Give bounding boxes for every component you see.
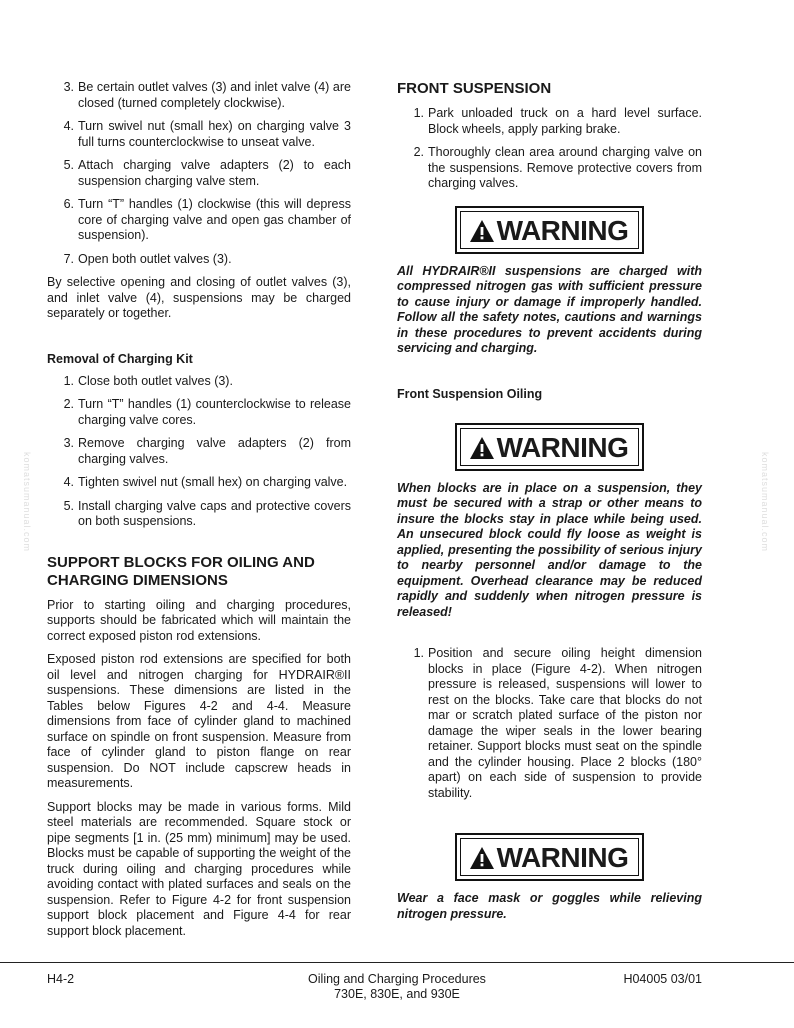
footer-title-line: 730E, 830E, and 930E — [334, 987, 460, 1001]
footer-doc-id: H04005 03/01 — [623, 972, 702, 986]
list-item — [397, 145, 702, 192]
oiling-heading: Front Suspension Oiling — [397, 386, 543, 401]
warning-note: Wear a face mask or goggles while relieving nitrogen pressure. — [397, 891, 702, 921]
step-text: Thoroughly clean area around charging valve on the suspensions. Remove protective covers from charging valves. — [428, 145, 702, 190]
front-steps-list — [397, 106, 702, 192]
step-text: Turn “T” handles (1) clockwise (this will depress core of charging valve and open gas chamber of suspension). — [78, 197, 351, 242]
step-number: 5. — [63, 158, 74, 172]
step-number: 7. — [63, 251, 74, 266]
selective-charging-paragraph: By selective opening and closing of outlet valves (3), and inlet valve (4), suspensions may be charged separately or together. — [47, 275, 351, 320]
step-number: 3. — [63, 80, 74, 94]
support-blocks-heading — [47, 554, 351, 590]
warning-triangle-icon — [469, 846, 495, 870]
step-text: Remove charging valve adapters (2) from charging valves. — [78, 436, 351, 466]
footer-page-id: H4-2 — [47, 972, 75, 986]
warning-banner — [397, 423, 702, 471]
list-item — [47, 252, 351, 268]
step-text: Turn “T” handles (1) counterclockwise to release charging valve cores. — [78, 397, 351, 427]
removal-steps-list — [47, 374, 351, 530]
removal-heading: Removal of Charging Kit — [47, 351, 193, 366]
step-number: 1. — [413, 106, 424, 120]
warning-banner — [397, 206, 702, 254]
step-text: Close both outlet valves (3). — [78, 373, 233, 388]
list-item — [397, 646, 702, 801]
list-item — [47, 158, 351, 189]
right-column — [397, 80, 702, 922]
warning-label: WARNING — [496, 214, 629, 246]
list-item — [47, 374, 351, 390]
warning-label: WARNING — [496, 431, 629, 463]
left-column — [47, 80, 351, 947]
list-item — [47, 119, 351, 150]
watermark: komatsumanual.com — [760, 452, 770, 553]
footer-divider — [0, 962, 794, 963]
list-item — [47, 475, 351, 491]
step-number: 1. — [63, 373, 74, 388]
footer-title-line: Oiling and Charging Procedures — [308, 972, 486, 986]
list-item — [47, 436, 351, 467]
step-text: Open both outlet valves (3). — [78, 251, 232, 266]
front-suspension-heading: FRONT SUSPENSION — [397, 80, 552, 97]
step-text: Be certain outlet valves (3) and inlet valve (4) are closed (turned completely clockwise). — [78, 80, 351, 110]
footer-title — [222, 972, 572, 1002]
step-text: Turn swivel nut (small hex) on charging valve 3 full turns counterclockwise to unseat valve. — [78, 119, 351, 149]
watermark: komatsumanual.com — [22, 452, 32, 553]
step-number: 1. — [413, 646, 424, 660]
step-number: 4. — [63, 119, 74, 133]
warning-banner — [397, 833, 702, 881]
list-item — [397, 106, 702, 137]
step-text: Tighten swivel nut (small hex) on charging valve. — [78, 475, 348, 489]
heading-line: SUPPORT BLOCKS FOR OILING AND — [47, 553, 315, 571]
step-number: 6. — [63, 197, 74, 211]
warning-triangle-icon — [469, 219, 495, 243]
list-item — [47, 197, 351, 244]
step-number: 2. — [63, 397, 74, 411]
warning-note: When blocks are in place on a suspension, they must be secured with a strap or other means to insure the blocks stay in place while being used. An unsecured block could fly loose as weight is applied, presenting the possibility of serious injury to nearby personnel and/or damage to the equipment. Overhead clearance may be reduced rapidly and suddenly when nitrogen pressure is released! — [397, 480, 702, 619]
warning-triangle-icon — [469, 436, 495, 460]
heading-line: CHARGING DIMENSIONS — [47, 571, 228, 589]
oiling-steps-list — [397, 646, 702, 801]
step-text: Position and secure oiling height dimension blocks in place (Figure 4-2). When nitrogen pressure is released, suspensions will lower to rest on the blocks. Take care that blocks do not mar or scratch plated surface of the piston nor damage the wiper seals in the lower bearing retainer. Support blocks must seat on the spindle and the cylinder housing. Place 2 blocks (180° apart) on each side of suspension to provide stability. — [428, 646, 702, 800]
prior-paragraph: Prior to starting oiling and charging procedures, supports should be fabricated which will maintain the correct exposed piston rod extensions. — [47, 597, 351, 643]
step-text: Install charging valve caps and protective covers on both suspensions. — [78, 498, 351, 528]
list-item — [47, 499, 351, 530]
step-number: 5. — [63, 498, 74, 513]
warning-note: All HYDRAIR®II suspensions are charged with compressed nitrogen gas with sufficient pressure to cause injury or damage if improperly handled. Follow all the safety notes, cautions and warnings in these procedures to prevent accidents during servicing and charging. — [397, 263, 702, 355]
list-item — [47, 397, 351, 428]
charging-steps-list — [47, 80, 351, 267]
step-number: 4. — [63, 475, 74, 489]
step-text: Attach charging valve adapters (2) to each suspension charging valve stem. — [78, 158, 351, 188]
exposed-rod-paragraph: Exposed piston rod extensions are specified for both oil level and nitrogen charging for HYDRAIR®II suspensions. These dimensions are listed in the Tables below Figures 4-2 and 4-4. Measure dimensions from face of cylinder gland to machined surface on spindle on front suspension. Measure from face of cylinder gland to piston flange on rear suspension. Do NOT include capscrew heads in measurements. — [47, 652, 351, 790]
step-number: 3. — [63, 436, 74, 450]
step-number: 2. — [413, 145, 424, 159]
support-blocks-paragraph: Support blocks may be made in various forms. Mild steel materials are recommended. Square stock or pipe segments [1 in. (25 mm) minimum] may be used. Blocks must be capable of supporting the weight of the truck during oiling and charging procedures while avoiding contact with plated surfaces and seals on the suspension. Refer to Figure 4-2 for front suspension support block placement and Figure 4-4 for rear support block placement. — [47, 799, 351, 938]
step-text: Park unloaded truck on a hard level surface. Block wheels, apply parking brake. — [428, 106, 702, 136]
warning-label: WARNING — [496, 842, 629, 873]
list-item — [47, 80, 351, 111]
